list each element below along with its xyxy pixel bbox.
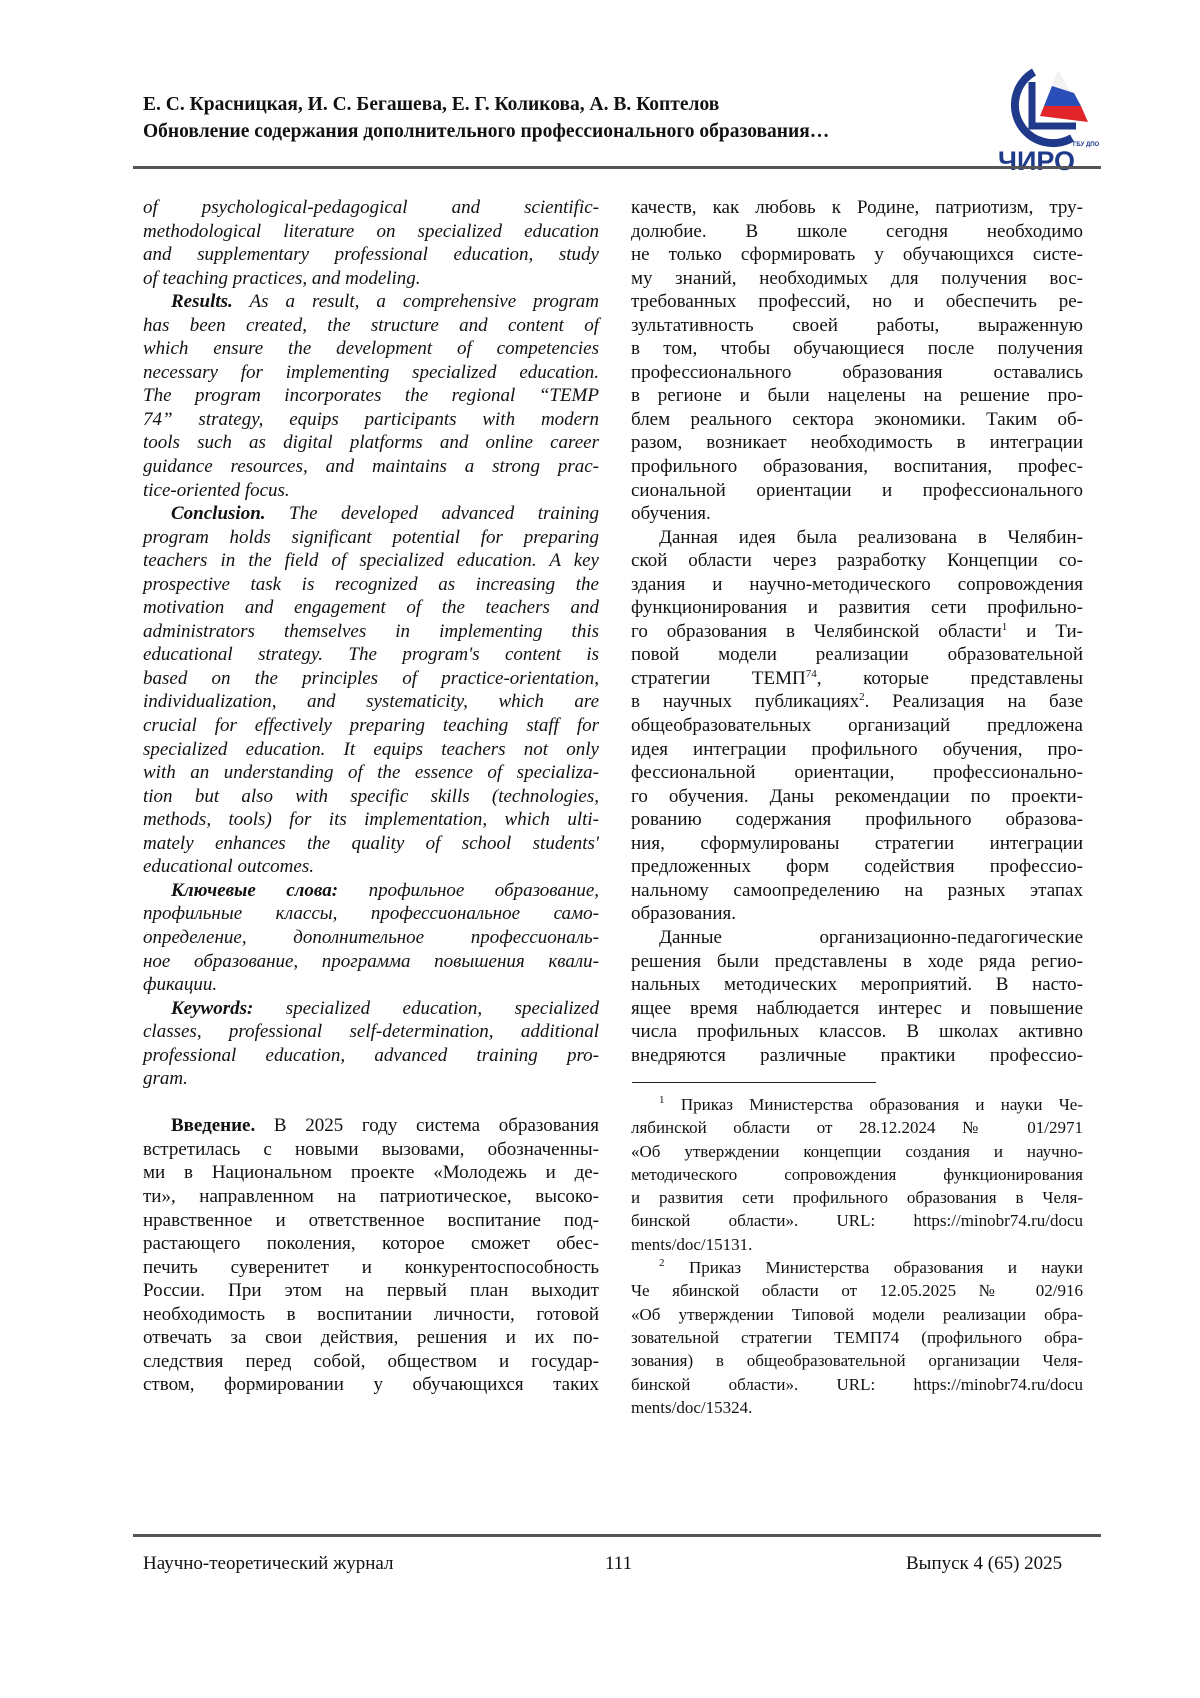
text-line: guidance resources, and maintains a strong prac- [143,455,599,479]
text-line: блем реального сектора экономики. Таким об- [631,408,1083,432]
text-line: не только сформировать у обучающихся систе- [631,243,1083,267]
text-line: и развития сети профильного образования в Челя- [631,1186,1083,1209]
text-line: разом, возникает необходимость в интеграции [631,431,1083,455]
text-line: «Об утверждении Типовой модели реализации обра- [631,1303,1083,1326]
text-line: профессионального образования оставались [631,361,1083,385]
footer-issue: Выпуск 4 (65) 2025 [906,1553,1062,1575]
text-line: повой модели реализации образовательной [631,643,1083,667]
text-line: necessary for implementing specialized education. [143,361,599,385]
text-line: образования. [631,902,1083,926]
text-line: Данная идея была реализована в Челябин- [631,526,1083,550]
paragraph-lead: Введение. [171,1115,255,1136]
paragraph [631,1256,1083,1419]
text-line: Данные организационно-педагогические [631,926,1083,950]
text-line: зультативность своей работы, выраженную [631,314,1083,338]
text-line: в регионе и были нацелены на решение про- [631,384,1083,408]
text-line: лябинской области от 28.12.2024 № 01/2971 [631,1116,1083,1139]
text-line: предложенных форм содействия профессио- [631,855,1083,879]
text-line: отвечать за свои действия, решения и их по- [143,1326,599,1350]
article-running-title: Обновление содержания дополнительного профессионального образования… [143,121,829,143]
text-line: teachers in the field of specialized education. A key [143,549,599,573]
text-line: 74” strategy, equips participants with modern [143,408,599,432]
text-line: Conclusion. The developed advanced training [143,502,599,526]
text-line: числа профильных классов. В школах активно [631,1020,1083,1044]
text-line: which ensure the development of competencies [143,337,599,361]
text-line: методического сопровождения функционирования [631,1163,1083,1186]
text-line: «Об утверждении концепции создания и научно- [631,1140,1083,1163]
footer-divider [133,1534,1101,1537]
text-line: administrators themselves in implementing this [143,620,599,644]
text-line: specialized education. It equips teachers not only [143,738,599,762]
text-line: methods, tools) for its implementation, which ulti- [143,808,599,832]
text-line: рованию содержания профильного образова- [631,808,1083,832]
text-line: определение, дополнительное профессиональ- [143,926,599,950]
text-line: prospective task is recognized as increasing the [143,573,599,597]
footnote-reference: 2 [659,1257,665,1269]
text-line: mately enhances the quality of school students' [143,832,599,856]
text-line: го образования в Челябинской области1 и Ти- [631,620,1083,644]
text-line: tools such as digital platforms and online career [143,431,599,455]
paragraph [143,290,599,502]
text-line: требованных профессий, но и обеспечить ре- [631,290,1083,314]
chiro-logo [988,60,1103,175]
text-line: ния, сформулированы стратегии интеграции [631,832,1083,856]
text-line: фессиональной ориентации, профессионально- [631,761,1083,785]
text-line: профильного образования, воспитания, профес- [631,455,1083,479]
text-line: based on the principles of practice-orientation, [143,667,599,691]
text-line: ти», направленном на патриотическое, высоко- [143,1185,599,1209]
footer-journal: Научно-теоретический журнал [143,1553,393,1575]
text-line: идея интеграции профильного обучения, про- [631,738,1083,762]
paragraph-lead: Conclusion. [171,503,266,524]
text-line: бинской области». URL: https://minobr74.ru/docu [631,1209,1083,1232]
text-line: crucial for effectively preparing teaching staff for [143,714,599,738]
text-line: program holds significant potential for preparing [143,526,599,550]
text-line: methodological literature on specialized education [143,220,599,244]
paragraph-lead: Ключевые слова: [171,880,338,901]
paragraph [143,502,599,879]
text-line: ством, формировании у обучающихся таких [143,1373,599,1397]
text-line: фикации. [143,973,599,997]
blank-line [143,1091,599,1115]
text-line: профильные классы, профессиональное само- [143,902,599,926]
paragraph [143,196,599,290]
text-line: функционирования и развития сети профильно- [631,596,1083,620]
left-column [143,196,599,1397]
text-line: России. При этом на первый план выходит [143,1279,599,1303]
text-line: стратегии ТЕМП74, которые представлены [631,667,1083,691]
text-line: ящее время наблюдается интерес и повышение [631,997,1083,1021]
text-line: го обучения. Даны рекомендации по проекти- [631,785,1083,809]
text-line: of teaching practices, and modeling. [143,267,599,291]
paragraph [631,196,1083,526]
text-line: 1 Приказ Министерства образования и науки Че- [631,1093,1083,1116]
text-line: motivation and engagement of the teachers and [143,596,599,620]
text-line: The program incorporates the regional “TEMP [143,384,599,408]
text-line: встретилась с новыми вызовами, обозначенны- [143,1138,599,1162]
text-line: 2 Приказ Министерства образования и науки [631,1256,1083,1279]
paragraph [143,1114,599,1397]
text-line: Че ябинской области от 12.05.2025 № 02/916 [631,1279,1083,1302]
footnote-reference: 1 [1002,621,1008,633]
text-line: professional education, advanced training pro- [143,1044,599,1068]
text-line: ments/doc/15131. [631,1233,1083,1256]
text-line: ное образование, программа повышения квали- [143,950,599,974]
text-line: educational strategy. The program's content is [143,643,599,667]
logo-text: ЧИРО [998,146,1075,175]
text-line: ments/doc/15324. [631,1396,1083,1419]
text-line: classes, professional self-determination, additional [143,1020,599,1044]
text-line: долюбие. В школе сегодня необходимо [631,220,1083,244]
text-line: individualization, and systematicity, which are [143,690,599,714]
right-column [631,196,1083,1067]
text-line: Введение. В 2025 году система образования [143,1114,599,1138]
chiro-logo-icon [988,60,1103,175]
paragraph [143,997,599,1091]
text-line: нальному самоопределению на разных этапах [631,879,1083,903]
text-line: нальных методических мероприятий. В насто- [631,973,1083,997]
footnote-divider [632,1082,876,1083]
text-line: зования) в общеобразовательной организации Челя- [631,1349,1083,1372]
text-line: растающего поколения, которое сможет обес- [143,1232,599,1256]
text-line: educational outcomes. [143,855,599,879]
text-line: печить суверенитет и конкурентоспособность [143,1256,599,1280]
text-line: tice-oriented focus. [143,479,599,503]
text-line: and supplementary professional education, study [143,243,599,267]
text-line: сиональной ориентации и профессионального [631,479,1083,503]
text-line: внедряются различные практики профессио- [631,1044,1083,1068]
text-line: необходимость в воспитании личности, готовой [143,1303,599,1327]
text-line: ми в Национальном проекте «Молодежь и де- [143,1161,599,1185]
text-line: has been created, the structure and content of [143,314,599,338]
header-divider [133,166,1101,169]
text-line: качеств, как любовь к Родине, патриотизм, тру- [631,196,1083,220]
paragraph-lead: Results. [171,291,233,312]
text-line: бинской области». URL: https://minobr74.ru/docu [631,1373,1083,1396]
text-line: следствия перед собой, обществом и государ- [143,1350,599,1374]
footnote-reference: 2 [859,691,865,703]
footnote-reference: 1 [659,1094,665,1106]
text-line: Ключевые слова: профильное образование, [143,879,599,903]
paragraph [143,879,599,997]
paragraph [631,926,1083,1067]
text-line: общеобразовательных организаций предложена [631,714,1083,738]
footnotes [631,1093,1083,1419]
text-line: tion but also with specific skills (technologies, [143,785,599,809]
text-line: gram. [143,1067,599,1091]
text-line: здания и научно-методического сопровождения [631,573,1083,597]
text-line: му знаний, необходимых для получения вос- [631,267,1083,291]
paragraph [631,1093,1083,1256]
text-line: Results. As a result, a comprehensive program [143,290,599,314]
text-line: обучения. [631,502,1083,526]
text-line: Keywords: specialized education, specialized [143,997,599,1021]
text-line: в том, чтобы обучающиеся после получения [631,337,1083,361]
logo-subtitle: ГБУ ДПО [1073,142,1100,148]
text-line: нравственное и ответственное воспитание под- [143,1209,599,1233]
article-authors: Е. С. Красницкая, И. С. Бегашева, Е. Г. Коликова, А. В. Коптелов [143,94,719,116]
text-line: в научных публикациях2. Реализация на базе [631,690,1083,714]
paragraph-lead: Keywords: [171,998,253,1019]
paragraph [631,526,1083,926]
text-line: ской области через разработку Концепции со- [631,549,1083,573]
footnote-reference: 74 [806,668,817,680]
text-line: решения были представлены в ходе ряда регио- [631,950,1083,974]
page-number: 111 [605,1553,632,1575]
text-line: with an understanding of the essence of specializa- [143,761,599,785]
text-line: зовательной стратегии ТЕМП74 (профильного обра- [631,1326,1083,1349]
text-line: of psychological-pedagogical and scientific- [143,196,599,220]
